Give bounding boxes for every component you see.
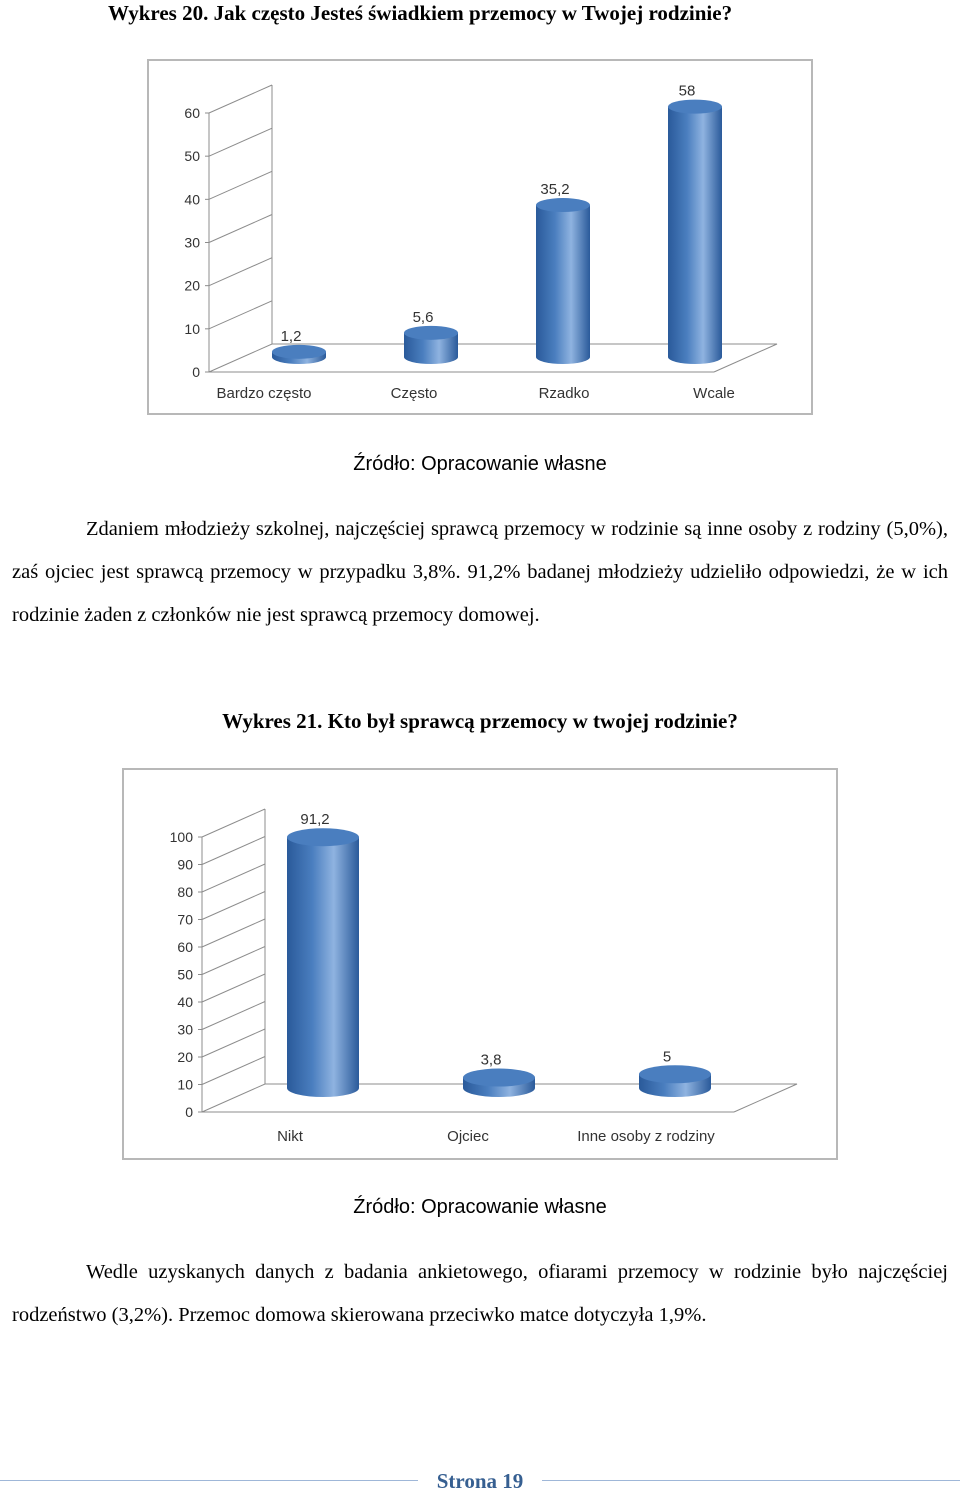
category-label: Nikt [277,1128,303,1145]
bar-inne-osoby-z-rodziny [639,1065,711,1097]
data-label: 58 [678,82,696,100]
paragraph-2-text: Wedle uzyskanych danych z badania ankietowego, ofiarami przemocy w rodzinie było najczęściej rodzeństwo (3,2%). Przemoc domowa skierowana przeciwko matce dotyczyła 1,9%. [12,1261,948,1326]
y-tick-label: 40 [184,191,200,208]
data-label: 35,2 [540,181,570,199]
category-label: Rzadko [538,385,590,402]
y-tick-label: 60 [177,939,193,955]
gridline-diag [202,864,265,892]
bar-body [536,205,590,364]
bar-top [536,198,590,212]
paragraph-1-text: Zdaniem młodzieży szkolnej, najczęściej sprawcą przemocy w rodzinie są inne osoby z rodziny (5,0%), zaś ojciec jest sprawcą przemocy w przypadku 3,8%. 91,2% badanej młodzieży udzieliło odpowiedzi, że w ich rodzinie żaden z członków nie jest sprawcą przemocy domowej. [12,518,948,626]
bar-top [463,1069,535,1087]
gridline-diag [202,919,265,947]
chart2-svg [124,770,836,1158]
y-tick-label: 60 [184,105,200,121]
data-label: 5 [662,1048,672,1066]
gridline-diag [209,128,272,156]
gridline-diag [209,85,272,113]
gridline-diag [202,974,265,1002]
bar-wcale [668,100,722,364]
category-label: Inne osoby z rodziny [577,1128,715,1145]
chart2-source: Źródło: Opracowanie własne [353,1196,607,1218]
bar-rzadko [536,198,590,364]
gridline-diag [209,258,272,286]
bar-top [272,345,326,359]
bar-ojciec [463,1069,535,1097]
data-label: 1,2 [280,327,302,345]
y-tick-label: 10 [177,1076,193,1093]
y-tick-label: 70 [177,911,193,928]
data-label: 3,8 [480,1051,502,1069]
bar-body [287,837,359,1097]
y-tick-label: 30 [177,1021,193,1038]
gridline-diag [209,215,272,243]
bar-bardzo-często [272,345,326,364]
chart1-frame [147,59,813,415]
gridline-diag [202,837,265,865]
bar-top [404,326,458,340]
page-footer [0,1469,960,1494]
category-label: Często [390,385,438,402]
y-tick-label: 20 [177,1049,193,1065]
y-tick-label: 80 [177,884,193,900]
bar-top [639,1065,711,1083]
category-label: Bardzo często [216,385,312,402]
paragraph-1 [12,508,948,637]
bar-top [287,828,359,846]
y-tick-label: 30 [184,234,200,251]
chart1-title: Wykres 20. Jak często Jesteś świadkiem przemocy w Twojej rodzinie? [108,1,733,25]
category-label: Ojciec [447,1128,489,1145]
gridline-diag [202,1029,265,1057]
chart1-svg [149,61,811,413]
y-tick-label: 100 [169,829,193,845]
gridline-diag [209,301,272,329]
bar-często [404,326,458,364]
y-tick-label: 50 [177,966,193,983]
y-tick-label: 40 [177,994,193,1010]
chart1-source: Źródło: Opracowanie własne [353,453,607,475]
gridline-diag [202,947,265,975]
category-label: Wcale [693,385,735,402]
y-tick-label: 90 [177,856,193,873]
page-number: Strona 19 [425,1469,536,1493]
bar-body [668,107,722,364]
data-label: 91,2 [300,811,330,829]
data-label: 5,6 [412,308,434,326]
chart2-frame [122,768,838,1160]
gridline-diag [202,1002,265,1030]
y-tick-label: 0 [192,364,200,380]
bar-top [668,100,722,114]
bar-nikt [287,828,359,1097]
y-tick-label: 10 [184,320,200,337]
gridline-diag [209,171,272,199]
paragraph-2 [12,1251,948,1337]
chart2-title: Wykres 21. Kto był sprawcą przemocy w twojej rodzinie? [222,709,738,733]
y-tick-label: 0 [185,1104,193,1120]
y-tick-label: 50 [184,148,200,165]
gridline-diag [202,1057,265,1085]
gridline-diag [202,809,265,837]
y-tick-label: 20 [184,277,200,294]
gridline-diag [202,892,265,920]
